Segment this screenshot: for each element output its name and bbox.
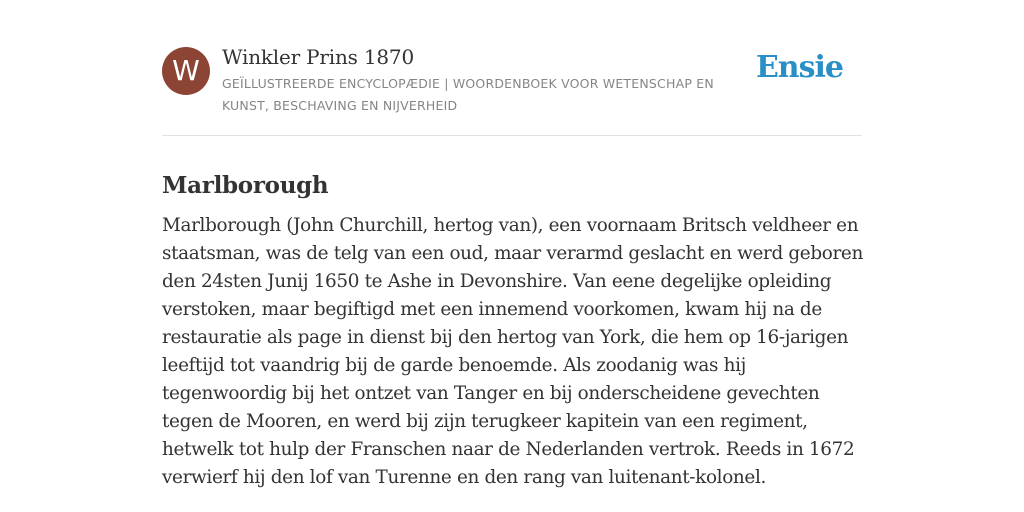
source-header — [162, 44, 862, 136]
article-title: Marlborough — [162, 172, 329, 200]
source-title[interactable]: Winkler Prins 1870 — [222, 45, 414, 69]
source-avatar[interactable]: W — [162, 47, 210, 95]
source-subtitle: GEÏLLUSTREERDE ENCYCLOPÆDIE | WOORDENBOEK VOOR WETENSCHAP EN KUNST, BESCHAVING EN NIJVERHEID — [222, 76, 714, 113]
ensie-logo[interactable]: Ensie — [755, 50, 843, 85]
article-body: Marlborough (John Churchill, hertog van), een voornaam Britsch veldheer en staatsman, was de telg van een oud, maar verarmd geslacht en werd geboren den 24sten Junij 1650 te Ashe in Devonshire. Van eene degelijke opleiding verstoken, maar begiftigd met een innemend voorkomen, kwam hij na de restauratie als page in dienst bij den hertog van York, die hem op 16-jarigen leeftijd tot vaandrig bij de garde benoemde. Als zoodanig was hij tegenwoordig bij het ontzet van Tanger en bij onderscheidene gevechten tegen de Mooren, en werd bij zijn terugkeer kapitein van een regiment, hetwelk tot hulp der Franschen naar de Nederlanden vertrok. Reeds in 1672 verwierf hij den lof van Turenne en den rang van luitenant-kolonel. — [162, 215, 863, 488]
